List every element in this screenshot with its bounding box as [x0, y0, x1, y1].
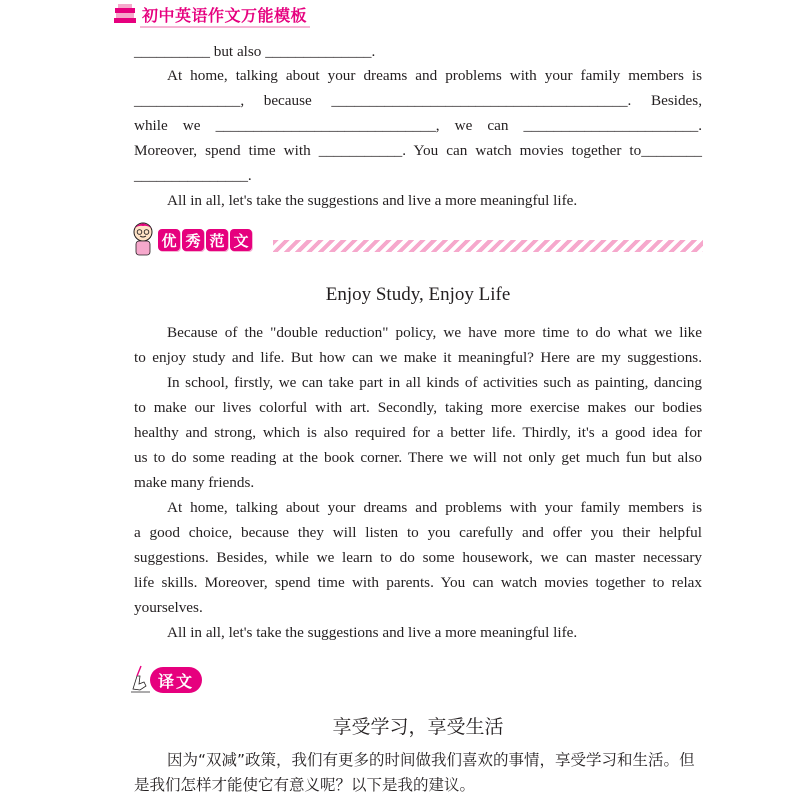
template-line: All in all, let's take the suggestions and live a more meaningful life.: [167, 192, 578, 209]
sample-line: life skills. Moreover, spend time with parents. You can watch movies together to relax: [134, 574, 702, 591]
sample-line: At home, talking about your dreams and problems with your family members is: [167, 499, 702, 516]
sample-title: Enjoy Study, Enjoy Life: [325, 284, 511, 305]
sample-line: to enjoy study and life. But how can we make it meaningful? Here are my suggestions.: [134, 349, 702, 366]
sample-line: Because of the "double reduction" policy, we have more time to do what we like: [167, 324, 702, 341]
translation-line: 因为“双减”政策，我们有更多的时间做我们喜欢的事情，享受学习和生活。但: [167, 751, 695, 769]
sample-line: In school, firstly, we can take part in all kinds of activities such as painting, dancing: [167, 374, 702, 391]
translation-title: 享受学习，享受生活: [332, 716, 504, 738]
stacked-books-icon: [112, 2, 138, 26]
translation-label: 译文: [150, 667, 202, 693]
template-line: Moreover, spend time with ___________. You can watch movies together to________: [134, 142, 702, 159]
sample-line: to make our lives colorful with art. Secondly, taking more exercise makes our bodies: [134, 399, 702, 416]
sample-line: suggestions. Besides, while we learn to do some housework, we can master necessary: [134, 549, 702, 566]
banner-char: 秀: [182, 229, 204, 251]
cartoon-student-icon: [130, 220, 156, 260]
translation-banner: [128, 664, 202, 696]
sample-line: All in all, let's take the suggestions and live a more meaningful life.: [167, 624, 578, 641]
template-line: __________ but also ______________.: [134, 43, 376, 60]
banner-stripe-bar: [273, 240, 703, 252]
sample-line: make many friends.: [134, 474, 255, 491]
template-line: ______________, because _______________________________________. Besides,: [134, 92, 702, 109]
template-line: _______________.: [134, 167, 252, 184]
banner-char: 文: [230, 229, 252, 251]
sample-line: us to do some reading at the book corner. There we will not only get much fun but also: [134, 449, 702, 466]
header-title: 初中英语作文万能模板: [142, 5, 308, 25]
banner-char: 优: [158, 229, 180, 251]
sample-essay-banner: [130, 220, 254, 260]
banner-char: 范: [206, 229, 228, 251]
sample-line: a good choice, because they will listen to you carefully and offer you their helpful: [134, 524, 702, 541]
header-underline: [140, 26, 310, 28]
page-header: [112, 0, 307, 28]
sample-line: healthy and strong, which is also required for a better life. Thirdly, it's a good idea for: [134, 424, 702, 441]
sample-line: yourselves.: [134, 599, 203, 616]
translation-line: 是我们怎样才能使它有意义呢？以下是我的建议。: [134, 776, 476, 794]
template-line: while we _____________________________, we can _______________________.: [134, 117, 702, 134]
template-line: At home, talking about your dreams and problems with your family members is: [167, 67, 702, 84]
